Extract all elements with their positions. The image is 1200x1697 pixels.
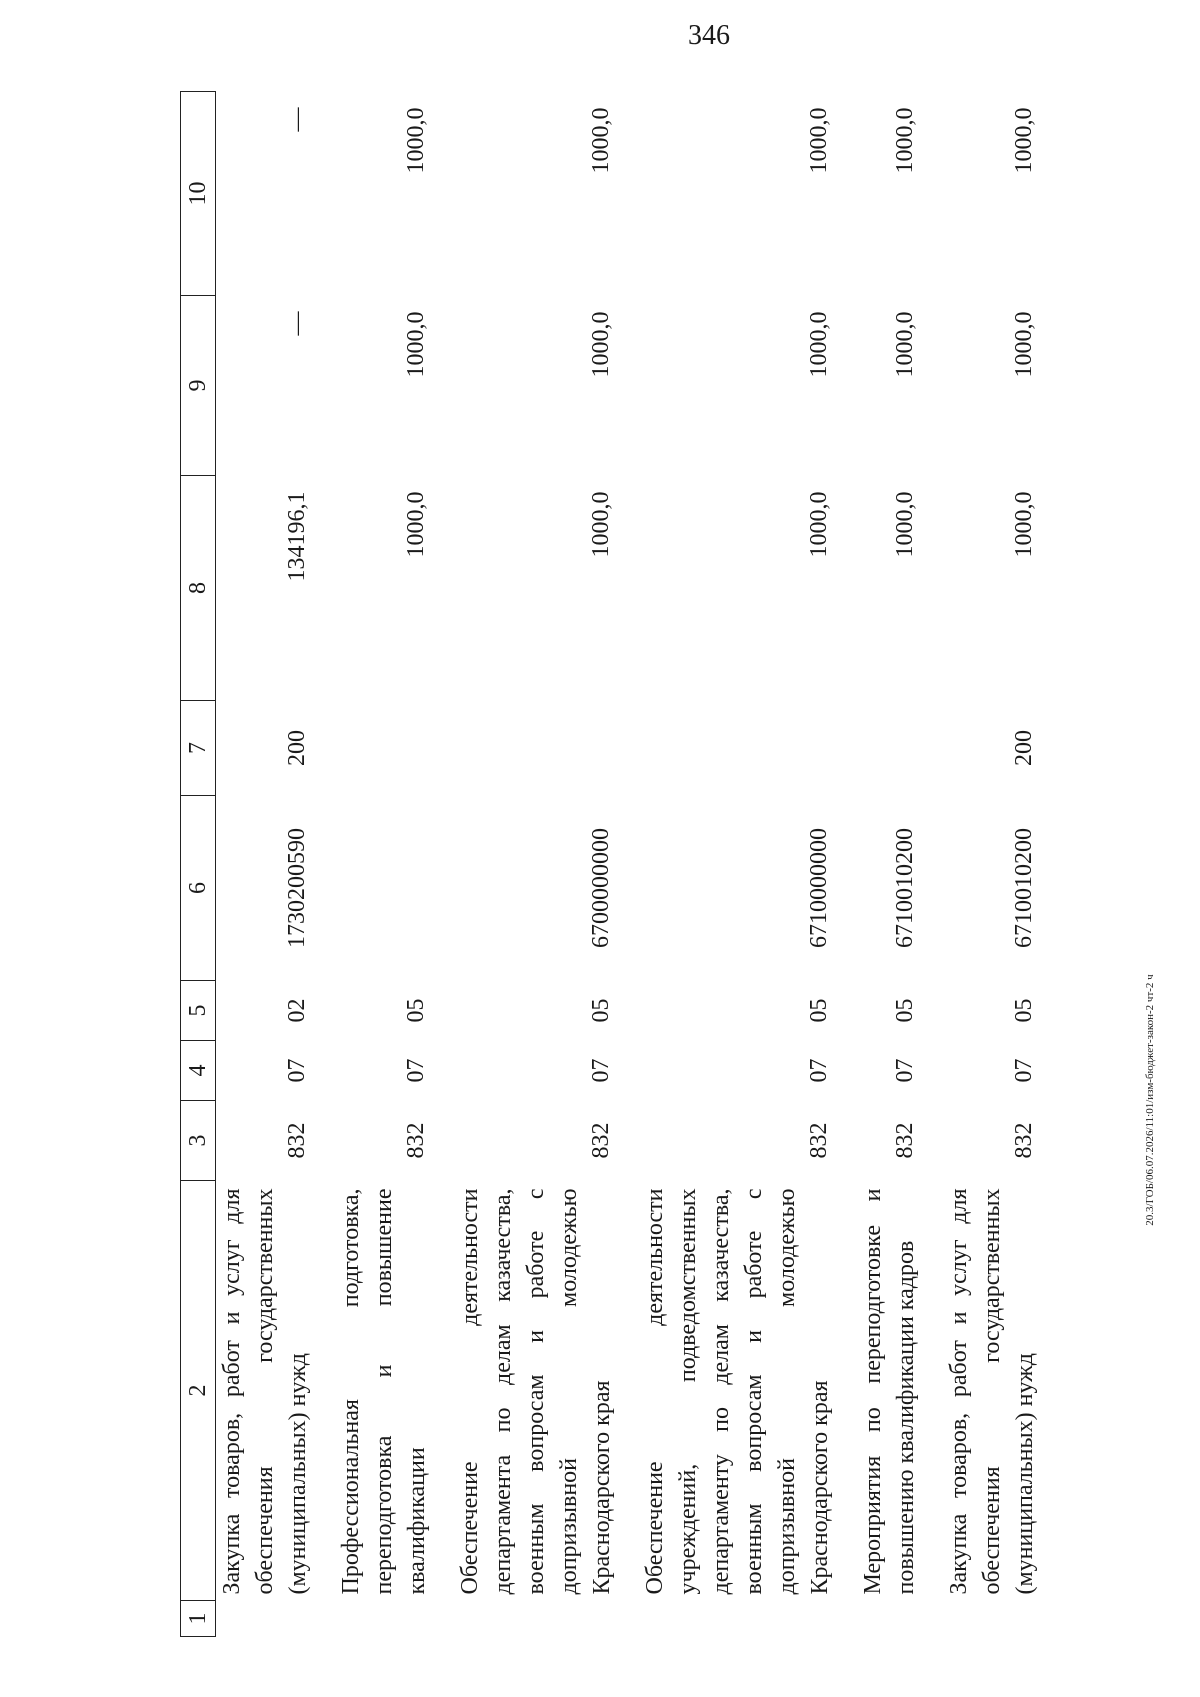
col-header-1: 1 — [181, 1601, 216, 1637]
cell-amount-8: 1000,0 — [1011, 491, 1037, 558]
cell-subsection: 05 — [892, 998, 918, 1023]
col-header-3: 3 — [181, 1101, 216, 1181]
cell-amount-9: — — [284, 311, 310, 336]
col-header-4: 4 — [181, 1041, 216, 1101]
page-number: 346 — [688, 20, 730, 51]
cell-amount-9: 1000,0 — [892, 311, 918, 378]
row-description: Мероприятия по переподготовке и повышению квалификации кадров — [860, 1188, 919, 1595]
table-row — [216, 92, 316, 1637]
cell-amount-8: 1000,0 — [806, 491, 832, 558]
cell-target-article: 6710000000 — [806, 828, 832, 948]
cell-subsection: 02 — [284, 998, 310, 1023]
cell-target-article: 6710010200 — [892, 828, 918, 948]
cell-code: 832 — [588, 1122, 614, 1159]
cell-amount-9: 1000,0 — [806, 311, 832, 378]
cell-code: 832 — [284, 1122, 310, 1159]
cell-expense-type — [837, 701, 923, 796]
col-header-10: 10 — [181, 92, 216, 296]
cell-amount-10: 1000,0 — [892, 107, 918, 174]
cell-section: 07 — [403, 1058, 429, 1083]
cell-amount-9: 1000,0 — [1011, 311, 1037, 378]
cell-code: 832 — [1011, 1122, 1037, 1159]
cell-expense-type — [315, 701, 434, 796]
cell-target-article: 1730200590 — [284, 828, 310, 948]
col-header-7: 7 — [181, 701, 216, 796]
cell-amount-10: — — [284, 107, 310, 132]
cell-target-article: 6700000000 — [588, 828, 614, 948]
cell-target-article — [315, 796, 434, 981]
cell-expense-type: 200 — [284, 730, 310, 766]
cell-section: 07 — [1011, 1058, 1037, 1083]
row-description: Обеспечение деятельности департамента по делам казачества, военным вопросам и работе с допризывной молодежью Краснодарского края — [457, 1188, 615, 1595]
cell-amount-8: 1000,0 — [892, 491, 918, 558]
table-row — [923, 92, 1042, 1637]
col-header-6: 6 — [181, 796, 216, 981]
document-footer: 20.3/ГОБ/06.07.2026/11:01/изм-бюджет-закон-2 чт-2 ч — [1144, 974, 1156, 1226]
cell-section: 07 — [806, 1058, 832, 1083]
cell-amount-8: 134196,1 — [284, 491, 310, 582]
table-row — [837, 92, 923, 1637]
col-header-8: 8 — [181, 476, 216, 701]
table-row — [619, 92, 837, 1637]
cell-amount-8: 1000,0 — [403, 491, 429, 558]
cell-expense-type — [434, 701, 619, 796]
cell-amount-9: 1000,0 — [403, 311, 429, 378]
row-description: Закупка товаров, работ и услуг для обеспечения государственных (муниципальных) нужд — [946, 1188, 1038, 1595]
cell-amount-9: 1000,0 — [588, 311, 614, 378]
header-row — [181, 92, 216, 1637]
cell-code: 832 — [403, 1122, 429, 1159]
budget-table-rotated — [180, 92, 1100, 1637]
cell-amount-8: 1000,0 — [588, 491, 614, 558]
cell-amount-10: 1000,0 — [588, 107, 614, 174]
cell-code: 832 — [806, 1122, 832, 1159]
cell-subsection: 05 — [403, 998, 429, 1023]
cell-expense-type — [619, 701, 837, 796]
cell-amount-10: 1000,0 — [806, 107, 832, 174]
col-header-9: 9 — [181, 296, 216, 476]
cell-subsection: 05 — [588, 998, 614, 1023]
row-description: Закупка товаров, работ и услуг для обеспечения государственных (муниципальных) нужд — [219, 1188, 311, 1595]
cell-subsection: 05 — [1011, 998, 1037, 1023]
cell-amount-10: 1000,0 — [403, 107, 429, 174]
col-header-2: 2 — [181, 1181, 216, 1601]
cell-expense-type: 200 — [1011, 730, 1037, 766]
row-description: Обеспечение деятельности учреждений, подведомственных департаменту по делам казачества, военным вопросам и работе с допризывной молодежью Краснодарского края — [642, 1188, 833, 1595]
cell-amount-10: 1000,0 — [1011, 107, 1037, 174]
cell-target-article: 6710010200 — [1011, 828, 1037, 948]
table-row — [315, 92, 434, 1637]
table-row — [434, 92, 619, 1637]
budget-table — [180, 91, 1042, 1637]
cell-subsection: 05 — [806, 998, 832, 1023]
cell-section: 07 — [892, 1058, 918, 1083]
row-description: Профессиональная подготовка, переподготовка и повышение квалификации — [338, 1188, 430, 1595]
cell-code: 832 — [892, 1122, 918, 1159]
cell-section: 07 — [588, 1058, 614, 1083]
col-header-5: 5 — [181, 981, 216, 1041]
cell-section: 07 — [284, 1058, 310, 1083]
